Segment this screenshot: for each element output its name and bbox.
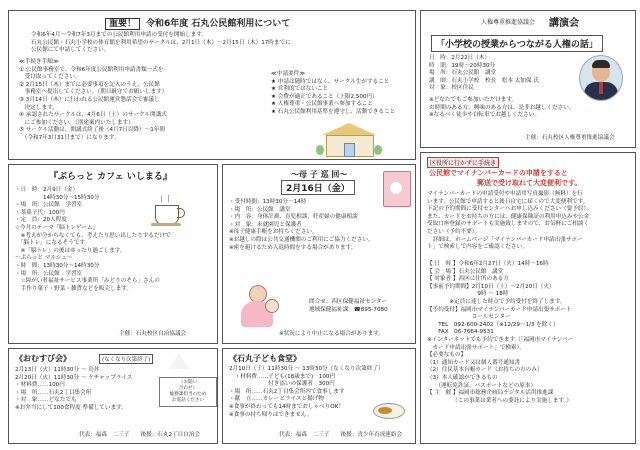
oyako-details xyxy=(229,199,374,252)
procedure-item: ① 公民館事務室で、令和6年度公民館利用申請書類一式を xyxy=(19,66,164,73)
mother-baby-illustration xyxy=(233,283,293,329)
mynumber-detail-line: カード申請出張サポート」で検索）。 xyxy=(427,344,525,351)
mynumber-body-line: ト」で検索して内容をご確認ください。 xyxy=(427,244,528,251)
oyako-line: ・対 象：未就園児と保護者 xyxy=(229,221,302,228)
rice-ball-icon xyxy=(169,353,189,369)
mynumber-detail-line: （運転免許証、パスポートなどの原本） xyxy=(427,382,537,389)
notice-heading xyxy=(105,16,290,29)
oyako-contact-line: 問合せ：西区保健福祉センター xyxy=(309,299,388,305)
important-badge: 重要！ xyxy=(105,18,140,30)
lecture-note: ※なるべく徒歩や自転車でお越しください。 xyxy=(429,112,540,119)
mynumber-detail-line: コールセンター xyxy=(427,314,511,321)
lecture-detail-line: 講 師：石丸小学校 校長 松本 太加保 氏 xyxy=(429,77,539,84)
cafe-line: ☆今月のテーマ「脳トレゲーム」 xyxy=(15,224,99,231)
procedure-heading: ≪手続き手順≫ xyxy=(19,59,59,65)
mynumber-body-line: 受取口座登録のサポートも実施致しますので、お気軽にご相談く xyxy=(427,221,590,228)
omusubi-line: ・材料費……100円 xyxy=(15,382,65,389)
cafe-details xyxy=(15,187,171,293)
requirement-heading: ≪中請要件≫ xyxy=(271,71,306,77)
mynumber-detail-line: （3）本人確認ができるもの xyxy=(427,374,498,381)
mynumber-body-line: マイナンバーカードの申請受付や申請用写真撮影（無料）を行 xyxy=(427,191,583,197)
cafe-line: ・茶菓子代：100円 xyxy=(15,209,65,216)
my-number-card-panel xyxy=(420,152,636,444)
cafe-line: ※「脳トレ」の後はゆったり過ごします。 xyxy=(15,247,126,254)
mynumber-detail-line: （この事業は業者への委託により実施します。） xyxy=(427,397,572,404)
oyako-contact xyxy=(309,299,388,314)
cafe-line: 手作り菓子・野菜・雑貨などを販売します。 xyxy=(15,285,133,292)
lecture-details xyxy=(429,55,539,93)
mynumber-body xyxy=(427,191,592,252)
oyako-line: ※お越しの際は公共交通機関のご利用にご協力ください。 xyxy=(229,236,374,243)
lecture-detail-line: 日 時：2月22日（木） xyxy=(429,55,491,61)
omusubi-panel xyxy=(8,348,218,444)
mynumber-detail-line: ※インターネットでも予約できます（「福岡市マイナンバー xyxy=(427,336,574,343)
oyako-line: ・内 容：身体計測、育児相談、妊産婦の健康相談 xyxy=(229,214,358,221)
curry-plate-icon xyxy=(373,403,405,419)
omusubi-line: ・対 象……どなたでも xyxy=(15,397,77,404)
lecture-note: ※どなたでもご参加いただけます。 xyxy=(429,97,518,103)
omusubi-line: 2月13日（火）11時30分 〜 鳥丼 xyxy=(15,367,100,373)
notice-intro xyxy=(31,32,291,55)
procedure-item: （令和7年3月31日まで）になります。 xyxy=(19,134,120,141)
lecture-detail-line: 場 所：石丸公民館 講堂 xyxy=(429,70,497,77)
oyako-line: ・受付時間：13時30分〜14時 xyxy=(229,199,307,205)
lecture-host: 主催：石丸校区人権尊重推進協議会 xyxy=(525,135,615,141)
cafe-line: 「脳トレ」になるそうです。 xyxy=(15,240,91,247)
mynumber-detail-line: （1）通知カード又は個人番号通知書 xyxy=(427,359,521,366)
kodomo-title: 《石丸子ども食堂》 xyxy=(229,354,301,363)
mynumber-detail-line: ※定員に達した時点で予約受付を終了します。 xyxy=(427,298,566,305)
procedure-item: ⑤ サークル活動は、開講式終了後（4月7日以降）〜1年間 xyxy=(19,127,165,134)
mother-child-visit-panel xyxy=(222,164,416,344)
omusubi-details xyxy=(15,367,132,413)
cafe-line: ・日 時：2月9日（金） xyxy=(15,187,79,193)
oyako-contact-line: 地域保健福祉課 ☎895-7080 xyxy=(309,306,388,313)
procedure-item: ② 2月15日（木）までに必要事項を記入のうえ、公民館 xyxy=(19,81,160,88)
mynumber-title-line1: 公民館でマイナンバーカードの申請をすると xyxy=(429,169,568,177)
coffee-cup-illustration xyxy=(149,191,189,231)
cafe-line: ・場 所：公民館 学習室 xyxy=(15,270,83,277)
maternal-handbook-illustration xyxy=(383,171,411,207)
mynumber-details xyxy=(427,261,573,405)
kodomo-host: 代表：福森 二三子 後援：青少年育成連絡会 xyxy=(279,432,403,438)
mynumber-body-line: 詳細は、ホームページ「マイナンバーカード申請出張サポー xyxy=(427,236,583,243)
procedure-item: 受け取ってください。 xyxy=(19,74,81,81)
lecture-detail-line: 対 象：校区住民 xyxy=(429,85,474,92)
mynumber-detail-line: 【事前予約期間】2月10日（土）〜2月20日（火） xyxy=(427,283,555,290)
mynumber-tag: 区役所に行かずに手続き xyxy=(427,157,499,168)
requirement-item: ★ 人権尊重・公民館事業へ参加すること xyxy=(271,101,373,108)
procedure-item: 決定します。 xyxy=(19,104,58,111)
kodomo-line: ・場 所……石丸2丁目集会所内で食事します xyxy=(229,388,345,395)
kodomo-line: ・献 立……カレーとライスと揚げ物 xyxy=(229,396,324,403)
lecture-note: お時間のある方、興味のある方は、是非お越しください。 xyxy=(429,104,575,111)
childrens-cafeteria-panel xyxy=(222,348,416,444)
lecture-notes xyxy=(429,97,574,120)
mynumber-fax: FAX 06-7664-9531 xyxy=(427,329,494,336)
mynumber-detail-line: 【 主 催 】福岡市総務企画局デジタル活用推進課 xyxy=(427,390,554,397)
cafe-line: ☆障がい者福祉サービス事業所「みどりのそら」さんの xyxy=(15,278,160,285)
omusubi-line: 2月20日（火）11時30分 〜 ケチャップライス xyxy=(15,374,133,381)
oyako-line: ※母子健康手帳をお持ちください。 xyxy=(229,229,318,236)
mynumber-detail-line: 【 対象者 】西区に住所のある方 xyxy=(427,276,509,283)
procedure-item: にご参加ください。（別途案内いたします） xyxy=(19,119,134,126)
intro-line: 令和6年4月〜令和7年3月までの公民館利用申請の受付を開始します。 xyxy=(31,32,208,38)
community-center-illustration xyxy=(314,123,384,157)
requirement-item: ★ 営利的ではないこと xyxy=(271,86,329,93)
omusubi-title: 《おむすび会》 xyxy=(15,354,71,363)
oyako-line: ※密を避けるため入退時間をする場合があります。 xyxy=(229,244,357,251)
lecture-detail-line: 時 間：19時〜20時30分 xyxy=(429,62,496,69)
kodomo-line: ※食事が終わっても14時までおしゃべりOK！ xyxy=(229,403,344,410)
mynumber-detail-line: 【予約受付】福岡市マイナンバーカード申請出張サポート xyxy=(427,306,572,313)
procedure-list xyxy=(19,59,167,143)
mynumber-detail-line: 【 会 場 】石丸公民館 講堂 xyxy=(427,268,504,275)
oyako-line: ・場 所：公民館 講堂 xyxy=(229,206,291,213)
lecture-title: 講演会 xyxy=(549,18,579,29)
cafe-line: 〜ぷらっと マルシェ〜 xyxy=(15,255,73,262)
mynumber-body-line: また、カードをお持ちの方には、健康保険証の利用申込みや公金 xyxy=(427,213,590,220)
omusubi-stamp-line: お電話ください xyxy=(171,398,205,403)
procedure-item: ④ 承認されたサークルは、4月6日（土）のサークル開講式 xyxy=(19,112,167,119)
cafe-panel xyxy=(8,164,218,344)
oyako-title: 〜母 子 巡 回〜 xyxy=(291,170,348,179)
cafe-line: ※考えが分からなくても、考えたり思い出したりするだけで xyxy=(15,232,171,239)
mynumber-title-line2: 郵送で受け取れて大変便利です。 xyxy=(477,179,582,187)
omusubi-stamp-line: 総務課担当のため xyxy=(169,392,207,397)
requirement-list xyxy=(271,71,395,117)
kodomo-line: ・材料費……子ども(18歳まで) 100円 xyxy=(229,373,336,380)
mynumber-phone: TEL 092-600-2402（※12/29〜1/3 を除く） xyxy=(427,321,559,328)
kodomo-details xyxy=(229,366,384,419)
lecture-organizer: 人権尊重推進協議会 xyxy=(481,19,536,26)
cafe-line: 14時30分〜15時30分 xyxy=(15,194,100,201)
mynumber-detail-line: 9時 〜 18時 xyxy=(427,291,509,298)
procedure-item: ③ 3月14日（木）に行われる公民館運営懇話会で審議し xyxy=(19,96,160,103)
omusubi-line: ・場 所……石丸2丁目集会所 xyxy=(15,389,92,396)
oyako-date: 2月16日（金） xyxy=(281,180,355,195)
omusubi-stamp-line: 合わせ） xyxy=(178,386,198,391)
omusubi-stamp-line: （お問い xyxy=(178,380,198,385)
mynumber-detail-line: 【必要なもの】 xyxy=(427,352,467,359)
omusubi-line: ※お弁当にして100食程度 準備しています。 xyxy=(15,404,127,411)
cafe-host: 主催：石丸校区自治協議会 xyxy=(119,331,187,337)
facility-notice-panel xyxy=(8,10,416,160)
requirement-item: ★ 石丸公民館利用基準を遵守し、活動できること xyxy=(271,108,396,115)
kodomo-line: ※食事の持ち帰りはできません。 xyxy=(229,411,313,418)
speaker-photo xyxy=(579,55,623,101)
oyako-note: ※状況により中止になる場合があります。 xyxy=(279,331,384,337)
requirement-item: ★ 申請は随時ではなく、サークル生がすること xyxy=(271,78,390,85)
omusubi-stamp xyxy=(159,377,217,407)
procedure-item: 事務室へ提出してください。（期日厳守でお願いします） xyxy=(19,89,168,96)
omusubi-badge: (なくなり次第終了) xyxy=(99,354,153,364)
requirement-item: ★ 会費が適正であること（上限2,500円） xyxy=(271,93,378,100)
kodomo-line: 2月10日（土）11時30分 〜 13時30分（なくなり次第終了） xyxy=(229,366,384,372)
mynumber-body-line: います。公民館で申請すると後日自宅に届くので大変便利です。 xyxy=(427,198,589,205)
mynumber-body-line: 下記の予約期間に受付センターへお申し込みください（要予約）。 xyxy=(427,206,592,213)
kodomo-line: 付き添いの保護者 300円 xyxy=(229,381,335,388)
intro-line: 公民館にて申請してください。 xyxy=(31,47,110,54)
human-rights-lecture-panel xyxy=(420,10,636,148)
cafe-line: ・場 所：公民館 学習室 xyxy=(15,202,83,209)
mynumber-detail-line: （2）住民基本台帳カード（お持ちの方のみ） xyxy=(427,367,543,374)
lecture-subtitle: 「小学校の授業からつながる人権の話」 xyxy=(431,35,603,52)
cafe-title: 『ぷらっと カフェ いしまる』 xyxy=(49,172,172,182)
mynumber-body-line: ださい（予約不要）。 xyxy=(427,228,481,235)
mynumber-detail-line: 【 日 時 】令和6年2月27日（火）14時〜16時 xyxy=(427,261,549,267)
intro-line: 石丸公民館・石丸小学校の体育館を利用希望のサークルは、2月1日（木）〜2月15日（木）17時までに xyxy=(31,39,291,46)
notice-title: 令和6年度 石丸公民館利用について xyxy=(146,19,291,29)
cafe-line: ・定 員：20人程度 xyxy=(15,217,67,224)
cafe-line: ・時 間：13時30分〜14時30分 xyxy=(15,262,100,269)
omusubi-host: 代表：福森 二三子 後援：石丸2丁目自治会 xyxy=(79,432,201,438)
